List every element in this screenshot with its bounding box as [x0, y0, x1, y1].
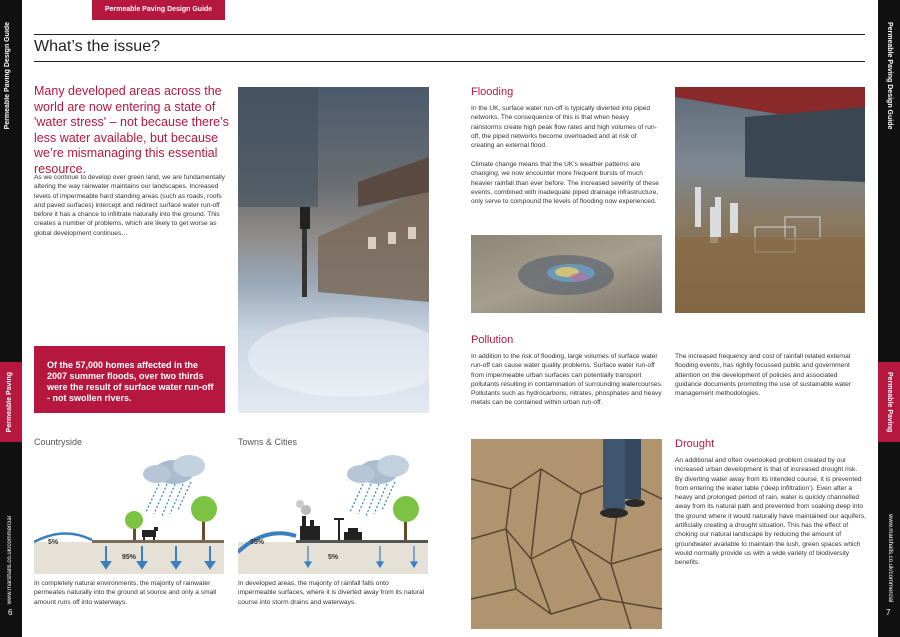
tree-icon	[125, 496, 217, 542]
intro-body: As we continue to develop over green land, we are fundamentally altering the way rainwater maintains our landscapes. Increased levels of impermeable hard standing areas (such as roads, roofs and paved surfaces) intercept and redirect surface water run-off before it has a chance to infiltrate naturally into the ground. This creates a number of problems, which are likely to get worse as global development continues…	[34, 174, 225, 237]
flooding-heading: Flooding	[471, 86, 514, 98]
pollution-para-2: The increased frequency and cost of rainfall related external flooding events, has rightly focussed public and government attention on the development of policies and associated guidance documents promoting the use of sustainable water management methodologies.	[675, 353, 851, 398]
pollution-heading: Pollution	[471, 334, 514, 346]
flooded-street-photo	[238, 87, 429, 413]
guide-title-tab: Permeable Paving Design Guide	[92, 0, 225, 20]
drought-heading: Drought	[675, 438, 715, 450]
right-sidebar-url[interactable]: www.marshalls.co.uk/commercial	[887, 514, 893, 603]
left-sidebar-guide-label: Permeable Paving Design Guide	[4, 22, 11, 130]
flooded-shopping-area-photo	[675, 87, 865, 313]
header-rule-top	[34, 34, 865, 35]
countryside-caption: In completely natural environments, the majority of rainwater permeates naturally into the ground at source and only a small amount runs off into waterways.	[34, 580, 217, 606]
right-sidebar	[878, 0, 900, 637]
car-icon	[344, 528, 362, 540]
right-sidebar-section-tab	[878, 362, 900, 442]
intro-lead: Many developed areas across the world are now entering a state of 'water stress' – not because there’s less water available, but because we’re mismanaging this essential resource.	[34, 84, 229, 176]
right-sidebar-guide-label: Permeable Paving Design Guide	[886, 22, 893, 130]
flooding-para-1: In the UK, surface water run-off is typically diverted into piped networks. The consequence of this is that when heavy rainstorms create high peak flow rates and high volumes of run-off, the piped networks become overloaded and at risk of creating an external flood.	[471, 105, 657, 150]
street-lamp-icon	[334, 518, 344, 542]
countryside-runoff-value: 5%	[48, 539, 59, 546]
pollution-para-1: In addition to the risk of flooding, large volumes of surface water run-off can cause water quality problems. Surface water run-off from impermeable urban surfaces can potentially transport pollutants resulting in contamination of surrounding watercourses. Pollutants such as hydrocarbons, nitrates, phosphates and heavy metals can be contained within urban run-off.	[471, 353, 663, 407]
countryside-diagram	[34, 452, 224, 574]
runoff-arrow-icon	[34, 533, 92, 542]
floods-statistic-callout: Of the 57,000 homes affected in the 2007 summer floods, over two thirds were the result of surface water run-off - not swollen rivers.	[34, 346, 225, 413]
towns-diagram	[238, 452, 428, 574]
left-sidebar	[0, 0, 22, 637]
factory-icon	[296, 500, 320, 542]
flooding-para-2: Climate change means that the UK’s weather patterns are changing; we now encounter more frequent bursts of much heavier rainfall than ever before. The increased severity of these events, combined with inadequate piped drainage infrastructure, only serve to compound the levels of flooding now experienced.	[471, 161, 659, 206]
cracked-earth-photo	[471, 439, 662, 629]
countryside-diagram-title: Countryside	[34, 437, 83, 447]
tree-icon	[393, 496, 419, 542]
towns-runoff-value: 95%	[250, 539, 265, 546]
left-sidebar-section-label: Permeable Paving	[6, 372, 13, 433]
right-page-number: 7	[886, 608, 891, 617]
cow-icon	[142, 527, 158, 542]
page-title: What’s the issue?	[34, 38, 160, 55]
left-sidebar-section-tab	[0, 362, 22, 442]
towns-diagram-title: Towns & Cities	[238, 437, 298, 447]
left-page-number: 6	[8, 608, 13, 617]
drought-para-1: An additional and often overlooked problem created by our increased urban development is that of increased drought risk. By diverting water away from its intended course, it is prevented from entering the water table (‘deep infiltration’). Even after a heavy and prolonged period of rain, water is quickly channelled away from its natural path and prevented from soaking deep into the ground where it would naturally have maintained our aquifers, artificially creating a drought situation. This has the effect of choking our natural landscape by reducing the amount of groundwater available to maintain the lush, green spaces which would normally provide us with a wide variety of biodiversity benefits.	[675, 457, 866, 567]
towns-infiltration-value: 5%	[328, 554, 339, 561]
left-sidebar-url[interactable]: www.marshalls.co.uk/commercial	[7, 516, 13, 605]
oil-puddle-photo	[471, 235, 662, 313]
right-sidebar-section-label: Permeable Paving	[886, 372, 893, 433]
header-rule-bottom	[34, 61, 865, 62]
countryside-infiltration-value: 95%	[122, 554, 137, 561]
towns-caption: In developed areas, the majority of rainfall falls onto impermeable surfaces, where it is diverted away from its natural course into storm drains and waterways.	[238, 580, 425, 606]
